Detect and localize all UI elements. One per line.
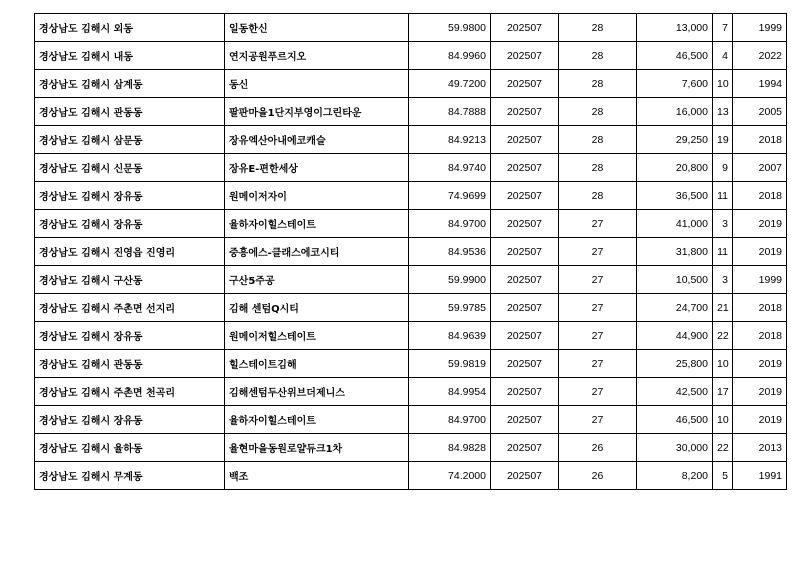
- contract-month-cell: 202507: [491, 238, 559, 266]
- price-cell: 36,500: [637, 182, 713, 210]
- contract-month-cell: 202507: [491, 294, 559, 322]
- area-cell: 74.2000: [409, 462, 491, 490]
- region-cell: 경상남도 김해시 무계동: [35, 462, 225, 490]
- price-cell: 7,600: [637, 70, 713, 98]
- price-cell: 42,500: [637, 378, 713, 406]
- floor-cell: 10: [713, 70, 733, 98]
- table-row: [35, 350, 787, 378]
- build-year-cell: 2007: [733, 154, 787, 182]
- region-cell: 경상남도 김해시 구산동: [35, 266, 225, 294]
- contract-day-cell: 28: [559, 14, 637, 42]
- build-year-cell: 2018: [733, 294, 787, 322]
- contract-month-cell: 202507: [491, 126, 559, 154]
- apartment-name-cell: 원메이저힐스테이트: [225, 322, 409, 350]
- contract-day-cell: 28: [559, 126, 637, 154]
- area-cell: 84.9960: [409, 42, 491, 70]
- contract-day-cell: 28: [559, 70, 637, 98]
- build-year-cell: 1994: [733, 70, 787, 98]
- contract-month-cell: 202507: [491, 406, 559, 434]
- apartment-name-cell: 연지공원푸르지오: [225, 42, 409, 70]
- price-cell: 29,250: [637, 126, 713, 154]
- apartment-name-cell: 장유E-편한세상: [225, 154, 409, 182]
- region-cell: 경상남도 김해시 주촌면 천곡리: [35, 378, 225, 406]
- area-cell: 84.9536: [409, 238, 491, 266]
- region-cell: 경상남도 김해시 삼문동: [35, 126, 225, 154]
- region-cell: 경상남도 김해시 관동동: [35, 98, 225, 126]
- apartment-name-cell: 장유엑산아내에코캐슬: [225, 126, 409, 154]
- apartment-name-cell: 율하자이힐스테이트: [225, 210, 409, 238]
- region-cell: 경상남도 김해시 신문동: [35, 154, 225, 182]
- region-cell: 경상남도 김해시 내동: [35, 42, 225, 70]
- build-year-cell: 2018: [733, 126, 787, 154]
- area-cell: 59.9900: [409, 266, 491, 294]
- table-row: [35, 322, 787, 350]
- floor-cell: 11: [713, 238, 733, 266]
- region-cell: 경상남도 김해시 주촌면 선지리: [35, 294, 225, 322]
- table-row: [35, 378, 787, 406]
- floor-cell: 7: [713, 14, 733, 42]
- build-year-cell: 2019: [733, 210, 787, 238]
- price-cell: 10,500: [637, 266, 713, 294]
- table-row: [35, 434, 787, 462]
- apartment-name-cell: 김해센텀두산위브더제니스: [225, 378, 409, 406]
- build-year-cell: 2019: [733, 378, 787, 406]
- build-year-cell: 2019: [733, 350, 787, 378]
- apartment-name-cell: 김해 센텀Q시티: [225, 294, 409, 322]
- build-year-cell: 2013: [733, 434, 787, 462]
- apartment-name-cell: 힐스테이트김해: [225, 350, 409, 378]
- table-row: [35, 70, 787, 98]
- contract-day-cell: 27: [559, 378, 637, 406]
- contract-day-cell: 27: [559, 322, 637, 350]
- contract-day-cell: 27: [559, 294, 637, 322]
- table-row: [35, 182, 787, 210]
- price-cell: 46,500: [637, 406, 713, 434]
- contract-day-cell: 28: [559, 182, 637, 210]
- apartment-name-cell: 율현마을동원로얄듀크1차: [225, 434, 409, 462]
- table-row: [35, 14, 787, 42]
- build-year-cell: 1999: [733, 14, 787, 42]
- build-year-cell: 2005: [733, 98, 787, 126]
- floor-cell: 5: [713, 462, 733, 490]
- area-cell: 59.9785: [409, 294, 491, 322]
- contract-day-cell: 27: [559, 350, 637, 378]
- floor-cell: 21: [713, 294, 733, 322]
- region-cell: 경상남도 김해시 진영읍 진영리: [35, 238, 225, 266]
- apartment-name-cell: 팔판마을1단지부영이그린타운: [225, 98, 409, 126]
- contract-month-cell: 202507: [491, 42, 559, 70]
- build-year-cell: 2022: [733, 42, 787, 70]
- area-cell: 59.9819: [409, 350, 491, 378]
- floor-cell: 17: [713, 378, 733, 406]
- build-year-cell: 2018: [733, 182, 787, 210]
- table-row: [35, 238, 787, 266]
- table-body: [35, 14, 787, 490]
- build-year-cell: 1991: [733, 462, 787, 490]
- price-cell: 24,700: [637, 294, 713, 322]
- contract-month-cell: 202507: [491, 322, 559, 350]
- contract-day-cell: 27: [559, 406, 637, 434]
- floor-cell: 9: [713, 154, 733, 182]
- apartment-name-cell: 동신: [225, 70, 409, 98]
- apartment-name-cell: 중흥에스-클래스에코시티: [225, 238, 409, 266]
- price-cell: 41,000: [637, 210, 713, 238]
- contract-month-cell: 202507: [491, 14, 559, 42]
- build-year-cell: 2019: [733, 406, 787, 434]
- build-year-cell: 2018: [733, 322, 787, 350]
- floor-cell: 10: [713, 350, 733, 378]
- contract-month-cell: 202507: [491, 434, 559, 462]
- region-cell: 경상남도 김해시 장유동: [35, 182, 225, 210]
- price-cell: 25,800: [637, 350, 713, 378]
- area-cell: 84.7888: [409, 98, 491, 126]
- price-cell: 46,500: [637, 42, 713, 70]
- table-row: [35, 266, 787, 294]
- region-cell: 경상남도 김해시 장유동: [35, 210, 225, 238]
- contract-day-cell: 27: [559, 266, 637, 294]
- price-cell: 13,000: [637, 14, 713, 42]
- contract-month-cell: 202507: [491, 378, 559, 406]
- contract-day-cell: 27: [559, 238, 637, 266]
- area-cell: 84.9639: [409, 322, 491, 350]
- floor-cell: 4: [713, 42, 733, 70]
- region-cell: 경상남도 김해시 관동동: [35, 350, 225, 378]
- apartment-name-cell: 구산5주공: [225, 266, 409, 294]
- price-cell: 16,000: [637, 98, 713, 126]
- price-cell: 8,200: [637, 462, 713, 490]
- table-row: [35, 154, 787, 182]
- table-row: [35, 42, 787, 70]
- table-row: [35, 210, 787, 238]
- price-cell: 30,000: [637, 434, 713, 462]
- table-row: [35, 126, 787, 154]
- floor-cell: 3: [713, 210, 733, 238]
- region-cell: 경상남도 김해시 율하동: [35, 434, 225, 462]
- build-year-cell: 1999: [733, 266, 787, 294]
- floor-cell: 10: [713, 406, 733, 434]
- floor-cell: 3: [713, 266, 733, 294]
- area-cell: 84.9828: [409, 434, 491, 462]
- contract-month-cell: 202507: [491, 210, 559, 238]
- area-cell: 74.9699: [409, 182, 491, 210]
- contract-month-cell: 202507: [491, 266, 559, 294]
- region-cell: 경상남도 김해시 삼계동: [35, 70, 225, 98]
- area-cell: 84.9740: [409, 154, 491, 182]
- price-cell: 20,800: [637, 154, 713, 182]
- floor-cell: 19: [713, 126, 733, 154]
- table-row: [35, 406, 787, 434]
- transactions-table: [34, 13, 787, 490]
- floor-cell: 13: [713, 98, 733, 126]
- area-cell: 84.9700: [409, 210, 491, 238]
- contract-month-cell: 202507: [491, 182, 559, 210]
- contract-day-cell: 28: [559, 42, 637, 70]
- price-cell: 44,900: [637, 322, 713, 350]
- apartment-name-cell: 원메이저자이: [225, 182, 409, 210]
- floor-cell: 22: [713, 434, 733, 462]
- contract-day-cell: 28: [559, 154, 637, 182]
- contract-day-cell: 26: [559, 434, 637, 462]
- area-cell: 49.7200: [409, 70, 491, 98]
- region-cell: 경상남도 김해시 외동: [35, 14, 225, 42]
- contract-month-cell: 202507: [491, 154, 559, 182]
- price-cell: 31,800: [637, 238, 713, 266]
- contract-day-cell: 28: [559, 98, 637, 126]
- contract-day-cell: 27: [559, 210, 637, 238]
- table-row: [35, 98, 787, 126]
- contract-month-cell: 202507: [491, 98, 559, 126]
- contract-month-cell: 202507: [491, 462, 559, 490]
- apartment-name-cell: 백조: [225, 462, 409, 490]
- apartment-name-cell: 율하자이힐스테이트: [225, 406, 409, 434]
- table-row: [35, 462, 787, 490]
- table-row: [35, 294, 787, 322]
- area-cell: 84.9213: [409, 126, 491, 154]
- region-cell: 경상남도 김해시 장유동: [35, 322, 225, 350]
- contract-month-cell: 202507: [491, 70, 559, 98]
- area-cell: 84.9954: [409, 378, 491, 406]
- floor-cell: 22: [713, 322, 733, 350]
- region-cell: 경상남도 김해시 장유동: [35, 406, 225, 434]
- contract-day-cell: 26: [559, 462, 637, 490]
- area-cell: 84.9700: [409, 406, 491, 434]
- floor-cell: 11: [713, 182, 733, 210]
- area-cell: 59.9800: [409, 14, 491, 42]
- build-year-cell: 2019: [733, 238, 787, 266]
- apartment-name-cell: 일동한신: [225, 14, 409, 42]
- contract-month-cell: 202507: [491, 350, 559, 378]
